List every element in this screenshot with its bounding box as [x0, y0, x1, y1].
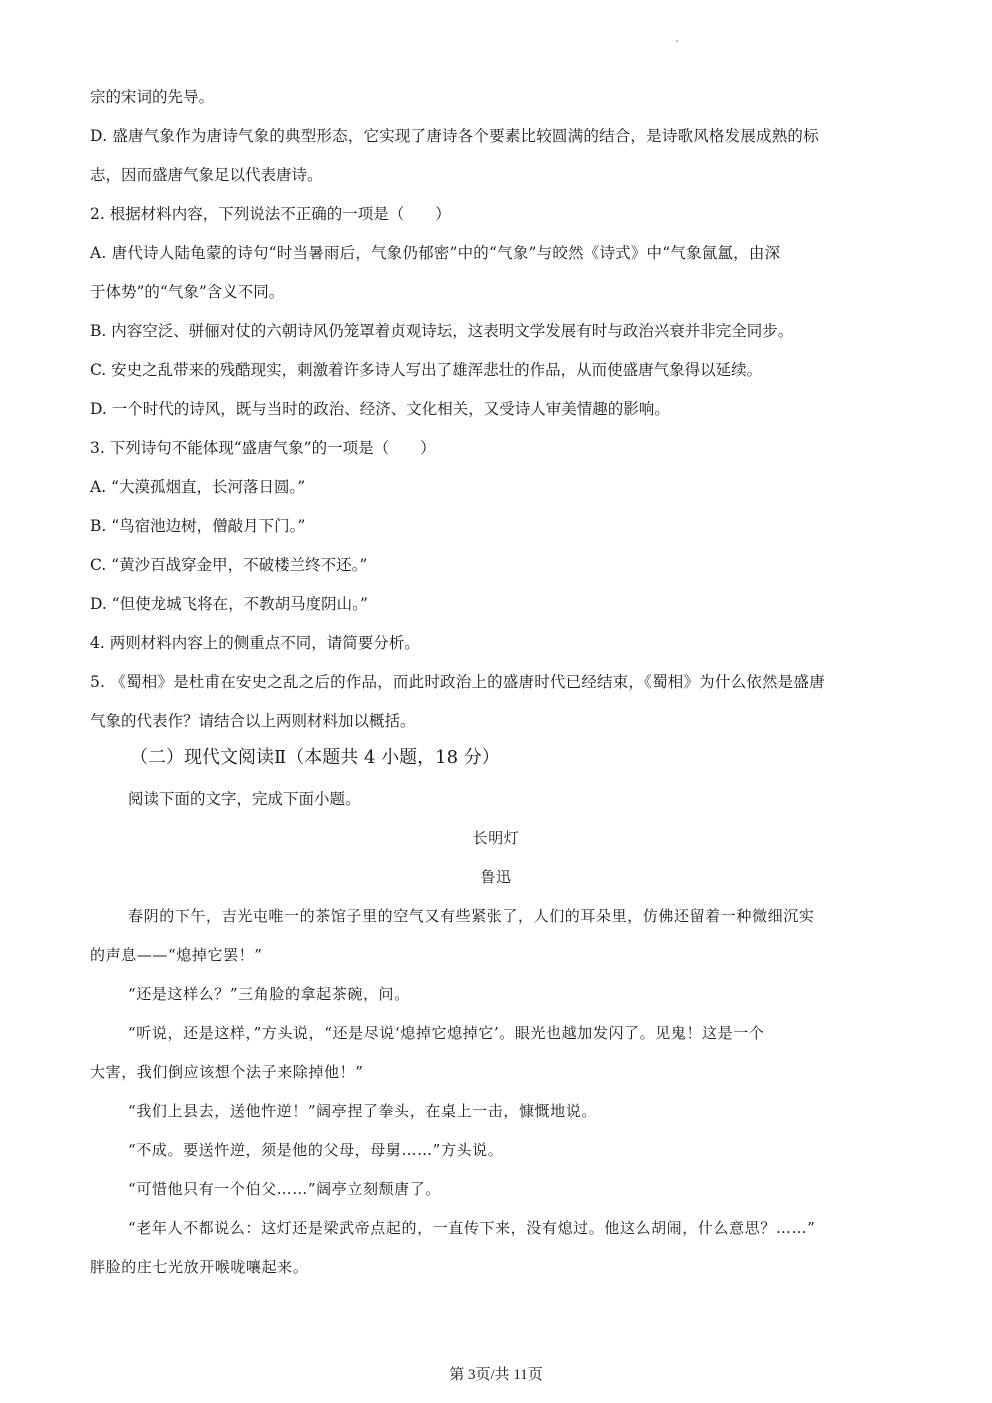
scan-dot: [676, 40, 678, 42]
story-paragraph-1-line-2: 的声息——“熄掉它罢！”: [90, 946, 263, 964]
question-2: 2. 根据材料内容，下列说法不正确的一项是（ ）: [90, 205, 451, 223]
story-paragraph-7-line-1: “老年人不都说么：这灯还是梁武帝点起的，一直传下来，没有熄过。他这么胡闹，什么意思？……”: [128, 1219, 816, 1237]
q2-option-b: B. 内容空泛、骈俪对仗的六朝诗风仍笼罩着贞观诗坛，这表明文学发展有时与政治兴衰并非完全同步。: [90, 322, 794, 340]
story-paragraph-2: “还是这样么？”三角脸的拿起茶碗，问。: [128, 985, 410, 1003]
question-5-line-1: 5. 《蜀相》是杜甫在安史之乱之后的作品，而此时政治上的盛唐时代已经结束，《蜀相》为什么依然是盛唐: [90, 673, 825, 691]
story-paragraph-1-line-1: 春阴的下午，吉光屯唯一的茶馆子里的空气又有些紧张了，人们的耳朵里，仿佛还留着一种微细沉实: [128, 907, 815, 925]
q2-option-a-line-1: A. 唐代诗人陆龟蒙的诗句“时当暑雨后，气象仍郁密”中的“气象”与皎然《诗式》中“气象氤氲，由深: [90, 244, 781, 262]
story-author: 鲁迅: [480, 868, 512, 886]
q3-option-b: B. “鸟宿池边树，僧敲月下门。”: [90, 517, 306, 535]
q3-option-c: C. “黄沙百战穿金甲，不破楼兰终不还。”: [90, 556, 368, 574]
story-paragraph-4: “我们上县去，送他忤逆！”阔亭捏了拳头，在桌上一击，慷慨地说。: [128, 1102, 597, 1120]
q2-option-d: D. 一个时代的诗风，既与当时的政治、经济、文化相关，又受诗人审美情趣的影响。: [90, 400, 670, 418]
q2-option-a-line-2: 于体势”的“气象”含义不同。: [90, 283, 285, 301]
story-paragraph-3-line-1: “听说，还是这样，”方头说，“还是尽说‘熄掉它熄掉它’。眼光也越加发闪了。见鬼！这是一个: [128, 1024, 765, 1042]
story-paragraph-7-line-2: 胖脸的庄七光放开喉咙嚷起来。: [90, 1258, 309, 1276]
question-3: 3. 下列诗句不能体现“盛唐气象”的一项是（ ）: [90, 439, 436, 457]
story-paragraph-5: “不成。要送忤逆，须是他的父母，母舅……”方头说。: [128, 1141, 504, 1159]
option-d-line-1: D. 盛唐气象作为唐诗气象的典型形态，它实现了唐诗各个要素比较圆满的结合，是诗歌风格发展成熟的标: [90, 127, 819, 145]
text-line: 宗的宋词的先导。: [90, 88, 215, 106]
q2-option-c: C. 安史之乱带来的残酷现实，刺激着许多诗人写出了雄浑悲壮的作品，从而使盛唐气象得以延续。: [90, 361, 763, 379]
story-paragraph-3-line-2: 大害，我们倒应该想个法子来除掉他！”: [90, 1063, 364, 1081]
question-5-line-2: 气象的代表作？请结合以上两则材料加以概括。: [90, 712, 416, 730]
question-4: 4. 两则材料内容上的侧重点不同，请简要分析。: [90, 634, 420, 652]
reading-instruction: 阅读下面的文字，完成下面小题。: [128, 790, 361, 808]
section-title: （二）现代文阅读Ⅱ（本题共 4 小题，18 分）: [130, 747, 500, 768]
page-number-footer: 第 3页/共 11页: [449, 1367, 543, 1383]
q3-option-a: A. “大漠孤烟直，长河落日圆。”: [90, 478, 306, 496]
option-d-line-2: 志，因而盛唐气象足以代表唐诗。: [90, 166, 323, 184]
story-title: 长明灯: [472, 829, 520, 847]
story-paragraph-6: “可惜他只有一个伯父……”阔亭立刻颓唐了。: [128, 1180, 441, 1198]
q3-option-d: D. “但使龙城飞将在，不教胡马度阴山。”: [90, 595, 368, 613]
